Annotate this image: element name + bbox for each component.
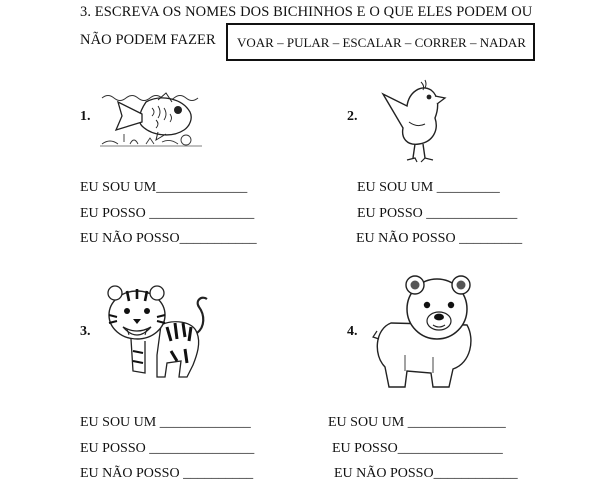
bear-icon [371, 271, 493, 393]
instruction-line-1: 3. ESCREVA OS NOMES DOS BICHINHOS E O QUE ELES PODEM OU [80, 4, 533, 20]
item-number-3: 3. [80, 324, 91, 339]
item-3-line-2: EU POSSO _______________ [80, 441, 255, 456]
item-number-4: 4. [347, 324, 358, 339]
fish-icon [100, 92, 202, 148]
item-number-2: 2. [347, 109, 358, 124]
tiger-icon [101, 281, 213, 381]
item-4-line-2: EU POSSO_______________ [332, 441, 503, 456]
item-2-line-3: EU NÃO POSSO _________ [356, 231, 523, 246]
item-1-line-3: EU NÃO POSSO___________ [80, 231, 257, 246]
instruction-line-2: NÃO PODEM FAZER [80, 32, 216, 48]
item-3-line-1: EU SOU UM _____________ [80, 415, 251, 430]
word-bank-text: VOAR – PULAR – ESCALAR – CORRER – NADAR [237, 35, 526, 50]
item-1-line-2: EU POSSO _______________ [80, 206, 255, 221]
item-1-line-1: EU SOU UM_____________ [80, 180, 248, 195]
item-2-line-2: EU POSSO _____________ [357, 206, 518, 221]
item-2-line-1: EU SOU UM _________ [357, 180, 500, 195]
item-3-line-3: EU NÃO POSSO __________ [80, 466, 254, 481]
item-number-1: 1. [80, 109, 91, 124]
item-4-line-1: EU SOU UM ______________ [328, 415, 506, 430]
item-4-line-3: EU NÃO POSSO____________ [334, 466, 518, 481]
bird-icon [377, 78, 447, 164]
word-bank-box [226, 23, 535, 61]
